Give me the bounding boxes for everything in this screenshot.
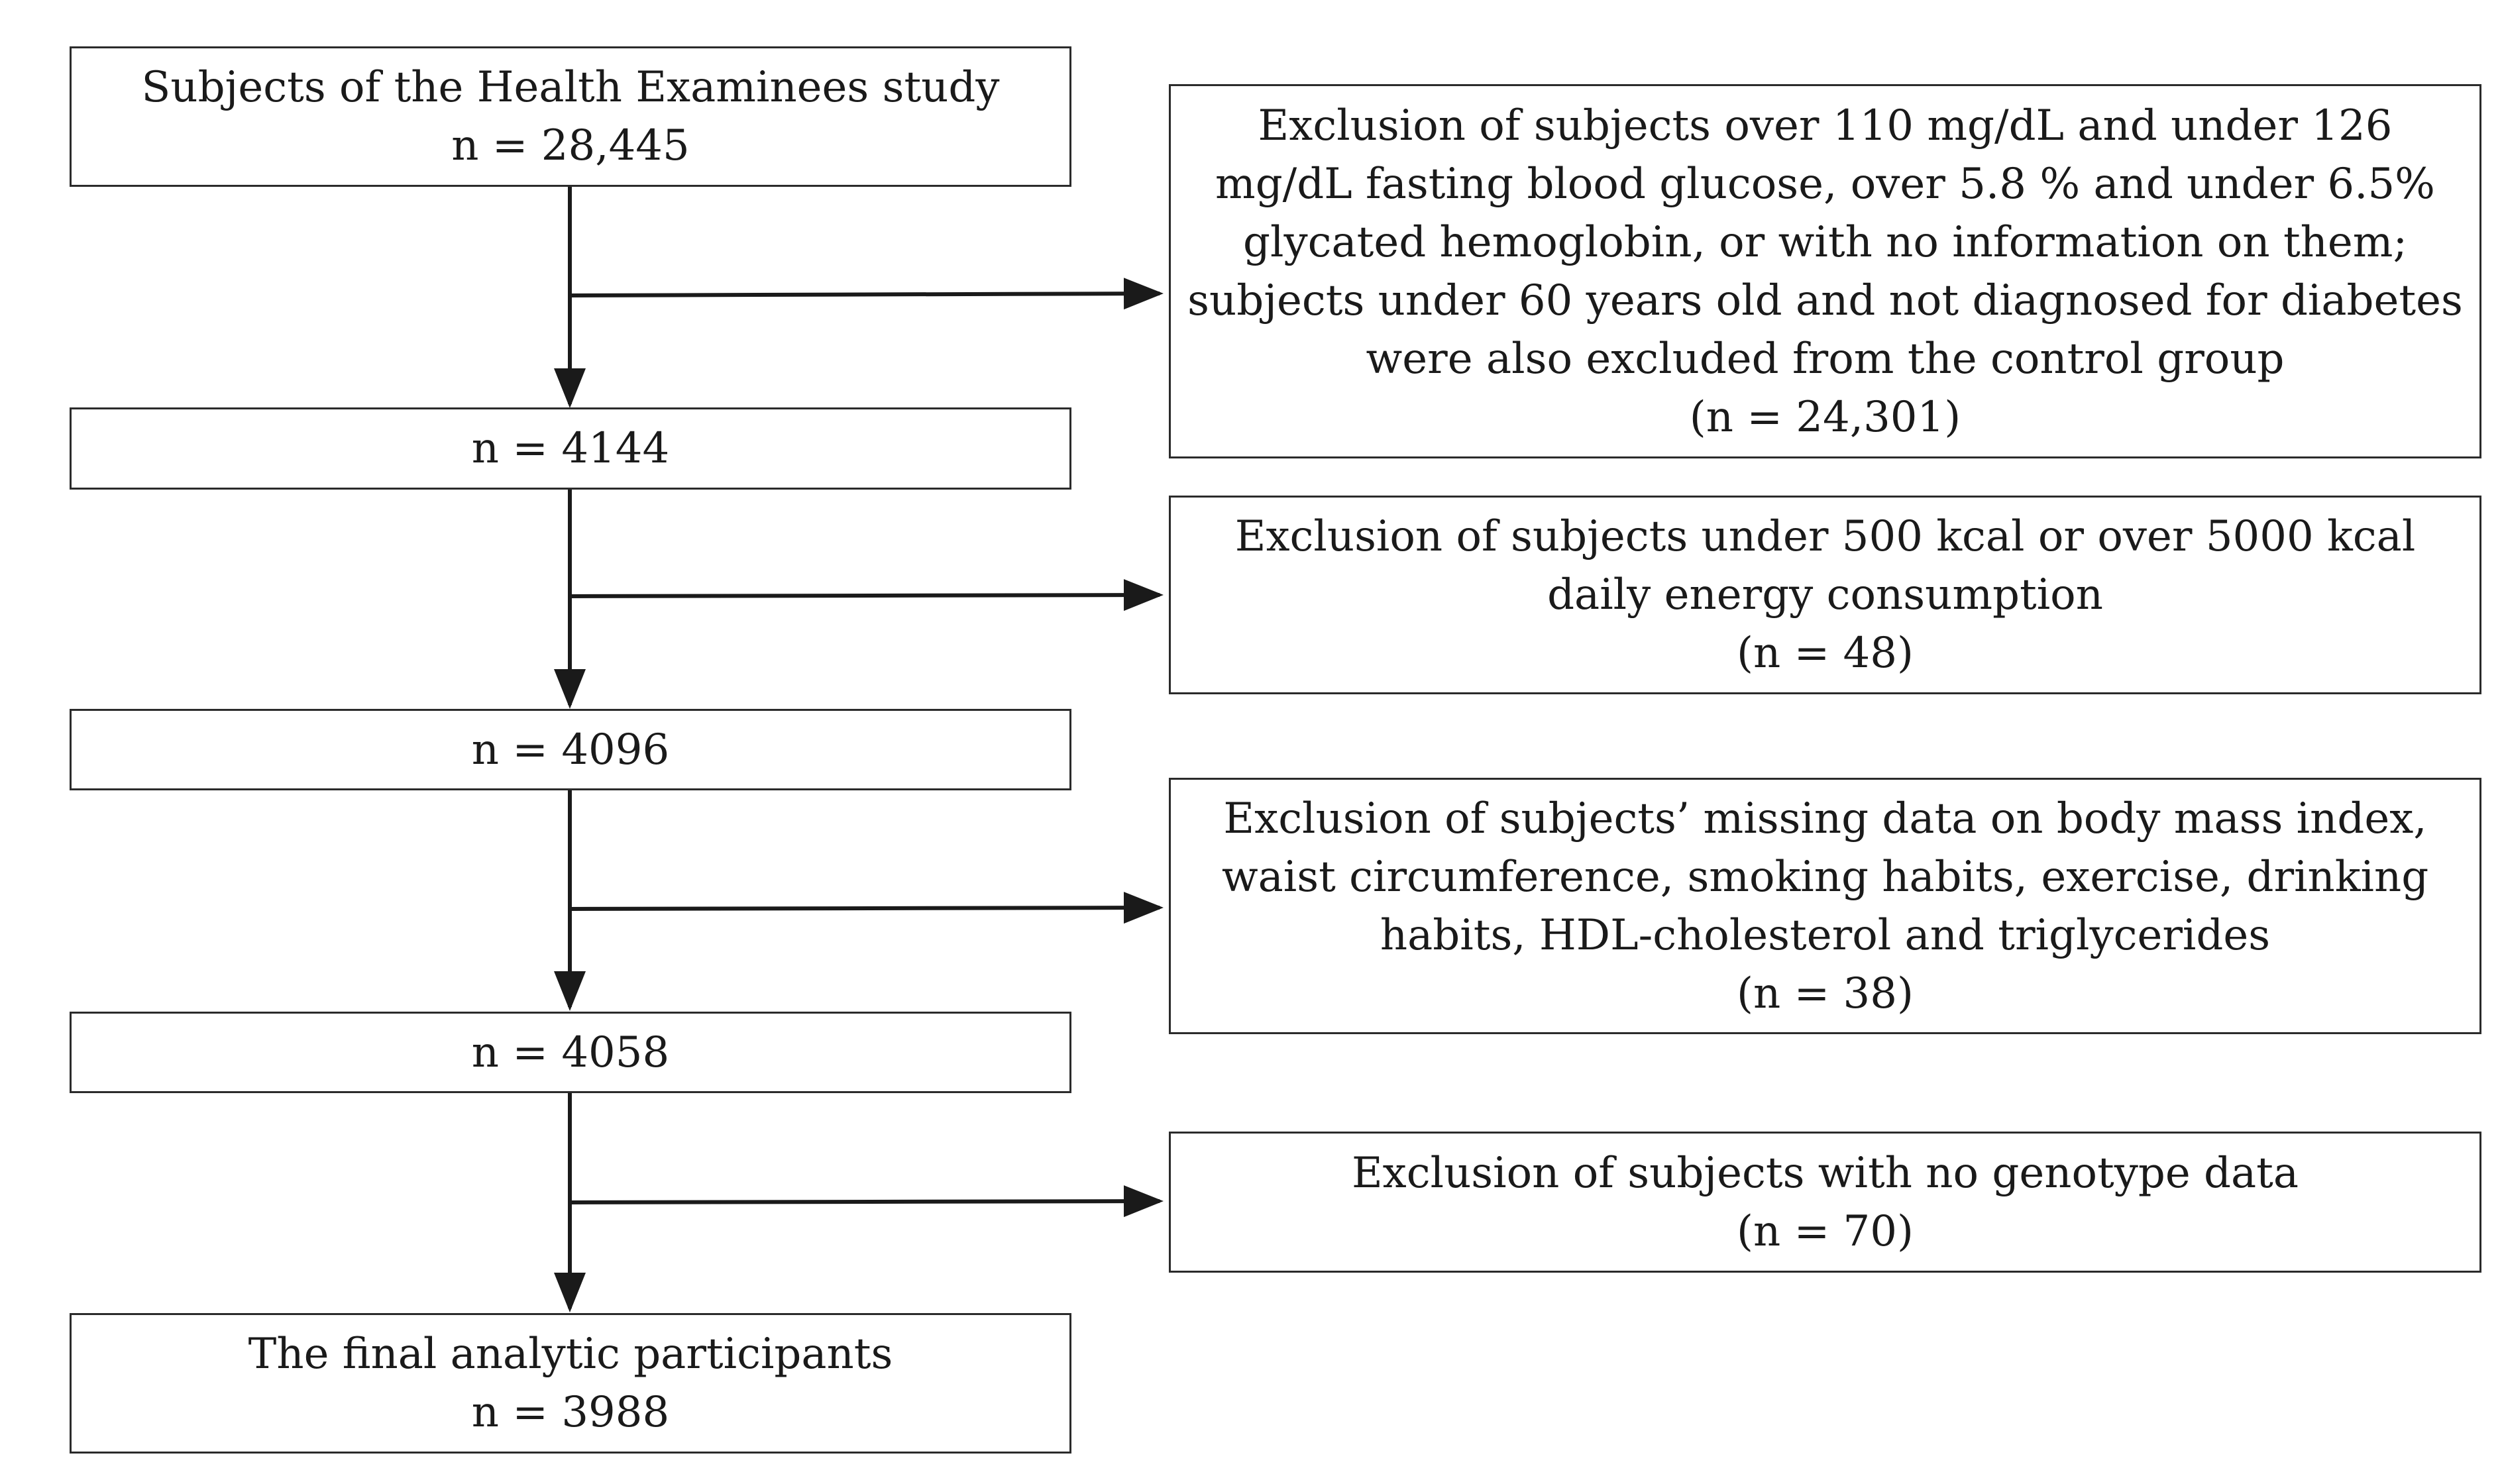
- exclusion-missing-count: (n = 38): [1737, 969, 1914, 1018]
- source-population-count: n = 28,445: [451, 121, 690, 170]
- exclusion-glucose-line-4: subjects under 60 years old and not diagnosed for diabetes: [1187, 276, 2463, 325]
- exclusion-box-missing-data: [1169, 778, 2481, 1034]
- count-step-2: n = 4096: [471, 725, 670, 774]
- final-participants-title: The final analytic participants: [248, 1330, 893, 1379]
- count-step-1: n = 4144: [471, 424, 670, 473]
- exclusion-glucose-line-2: mg/dL fasting blood glucose, over 5.8 % and under 6.5%: [1215, 159, 2435, 209]
- exclusion-glucose-line-1: Exclusion of subjects over 110 mg/dL and under 126: [1258, 101, 2393, 150]
- exclusion-glucose-line-5: were also excluded from the control group: [1366, 334, 2285, 384]
- flow-arrow-right-3: [570, 908, 1160, 909]
- flow-arrow-right-1: [570, 293, 1160, 295]
- exclusion-missing-line-1: Exclusion of subjects’ missing data on body mass index,: [1223, 794, 2427, 843]
- count-box-step-1: [70, 407, 1071, 490]
- exclusion-genotype-line-1: Exclusion of subjects with no genotype data: [1351, 1148, 2299, 1198]
- exclusion-missing-line-2: waist circumference, smoking habits, exercise, drinking: [1221, 852, 2429, 902]
- final-participants-box: [70, 1313, 1071, 1454]
- flow-arrow-right-4: [570, 1201, 1160, 1202]
- exclusion-energy-line-1: Exclusion of subjects under 500 kcal or over 5000 kcal: [1234, 512, 2416, 561]
- exclusion-energy-line-2: daily energy consumption: [1547, 570, 2103, 619]
- count-step-3: n = 4058: [471, 1028, 670, 1077]
- exclusion-box-genotype: [1169, 1132, 2481, 1273]
- count-box-step-3: [70, 1012, 1071, 1093]
- exclusion-missing-line-3: habits, HDL-cholesterol and triglycerides: [1380, 910, 2271, 960]
- exclusion-energy-count: (n = 48): [1737, 629, 1914, 678]
- exclusion-glucose-line-3: glycated hemoglobin, or with no information on them;: [1243, 217, 2407, 267]
- exclusion-box-glucose: [1169, 84, 2481, 458]
- count-box-step-2: [70, 709, 1071, 790]
- exclusion-glucose-count: (n = 24,301): [1689, 392, 1961, 442]
- source-population-box: [70, 46, 1071, 187]
- source-population-title: Subjects of the Health Examinees study: [141, 63, 1000, 112]
- exclusion-box-energy: [1169, 496, 2481, 694]
- final-participants-count: n = 3988: [471, 1388, 670, 1437]
- exclusion-genotype-count: (n = 70): [1737, 1206, 1914, 1256]
- flow-arrow-right-2: [570, 595, 1160, 596]
